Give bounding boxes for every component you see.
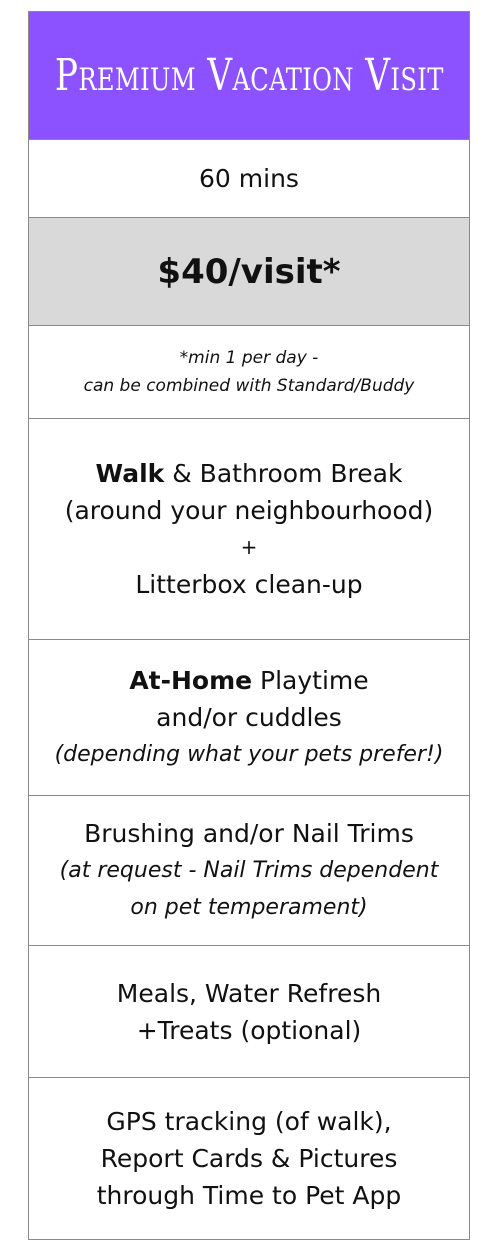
card-title: Premium Vacation Visit xyxy=(54,50,444,101)
feature-home-sub: (depending what your pets prefer!) xyxy=(54,742,444,767)
feature-walk-line-2: (around your neighbourhood) xyxy=(64,496,434,525)
feature-brush-sub-1: (at request - Nail Trims dependent xyxy=(59,858,439,883)
feature-home-bold: At-Home xyxy=(129,666,253,695)
feature-meals xyxy=(29,945,469,1077)
feature-brush-line-1: Brushing and/or Nail Trims xyxy=(84,819,414,848)
feature-home xyxy=(29,639,469,795)
note-row xyxy=(29,325,469,418)
feature-walk-plus: + xyxy=(240,535,258,559)
duration-row xyxy=(29,139,469,217)
note-line-1: *min 1 per day - xyxy=(179,348,319,368)
price-row xyxy=(29,217,469,325)
card-header xyxy=(29,12,469,139)
feature-gps-line-3: through Time to Pet App xyxy=(96,1181,402,1210)
feature-brush xyxy=(29,795,469,945)
feature-brush-sub-2: on pet temperament) xyxy=(130,895,368,920)
feature-gps xyxy=(29,1077,469,1239)
feature-walk-bold: Walk xyxy=(95,459,165,488)
feature-home-line-2: and/or cuddles xyxy=(156,703,342,732)
feature-home-line-1 xyxy=(129,662,368,699)
duration-text: 60 mins xyxy=(199,164,299,193)
pricing-card xyxy=(28,11,470,1240)
feature-meals-line-2: +Treats (optional) xyxy=(136,1015,362,1045)
feature-gps-line-2: Report Cards & Pictures xyxy=(100,1144,398,1173)
feature-walk-rest: & Bathroom Break xyxy=(164,459,403,488)
feature-walk-line-3: Litterbox clean-up xyxy=(135,570,363,599)
price-text: $40/visit* xyxy=(157,251,341,292)
feature-home-rest: Playtime xyxy=(252,666,369,695)
feature-walk xyxy=(29,418,469,639)
note-line-2: can be combined with Standard/Buddy xyxy=(83,376,415,396)
feature-walk-line-1 xyxy=(96,455,403,492)
feature-gps-line-1: GPS tracking (of walk), xyxy=(106,1107,392,1136)
feature-meals-line-1: Meals, Water Refresh xyxy=(116,978,382,1008)
